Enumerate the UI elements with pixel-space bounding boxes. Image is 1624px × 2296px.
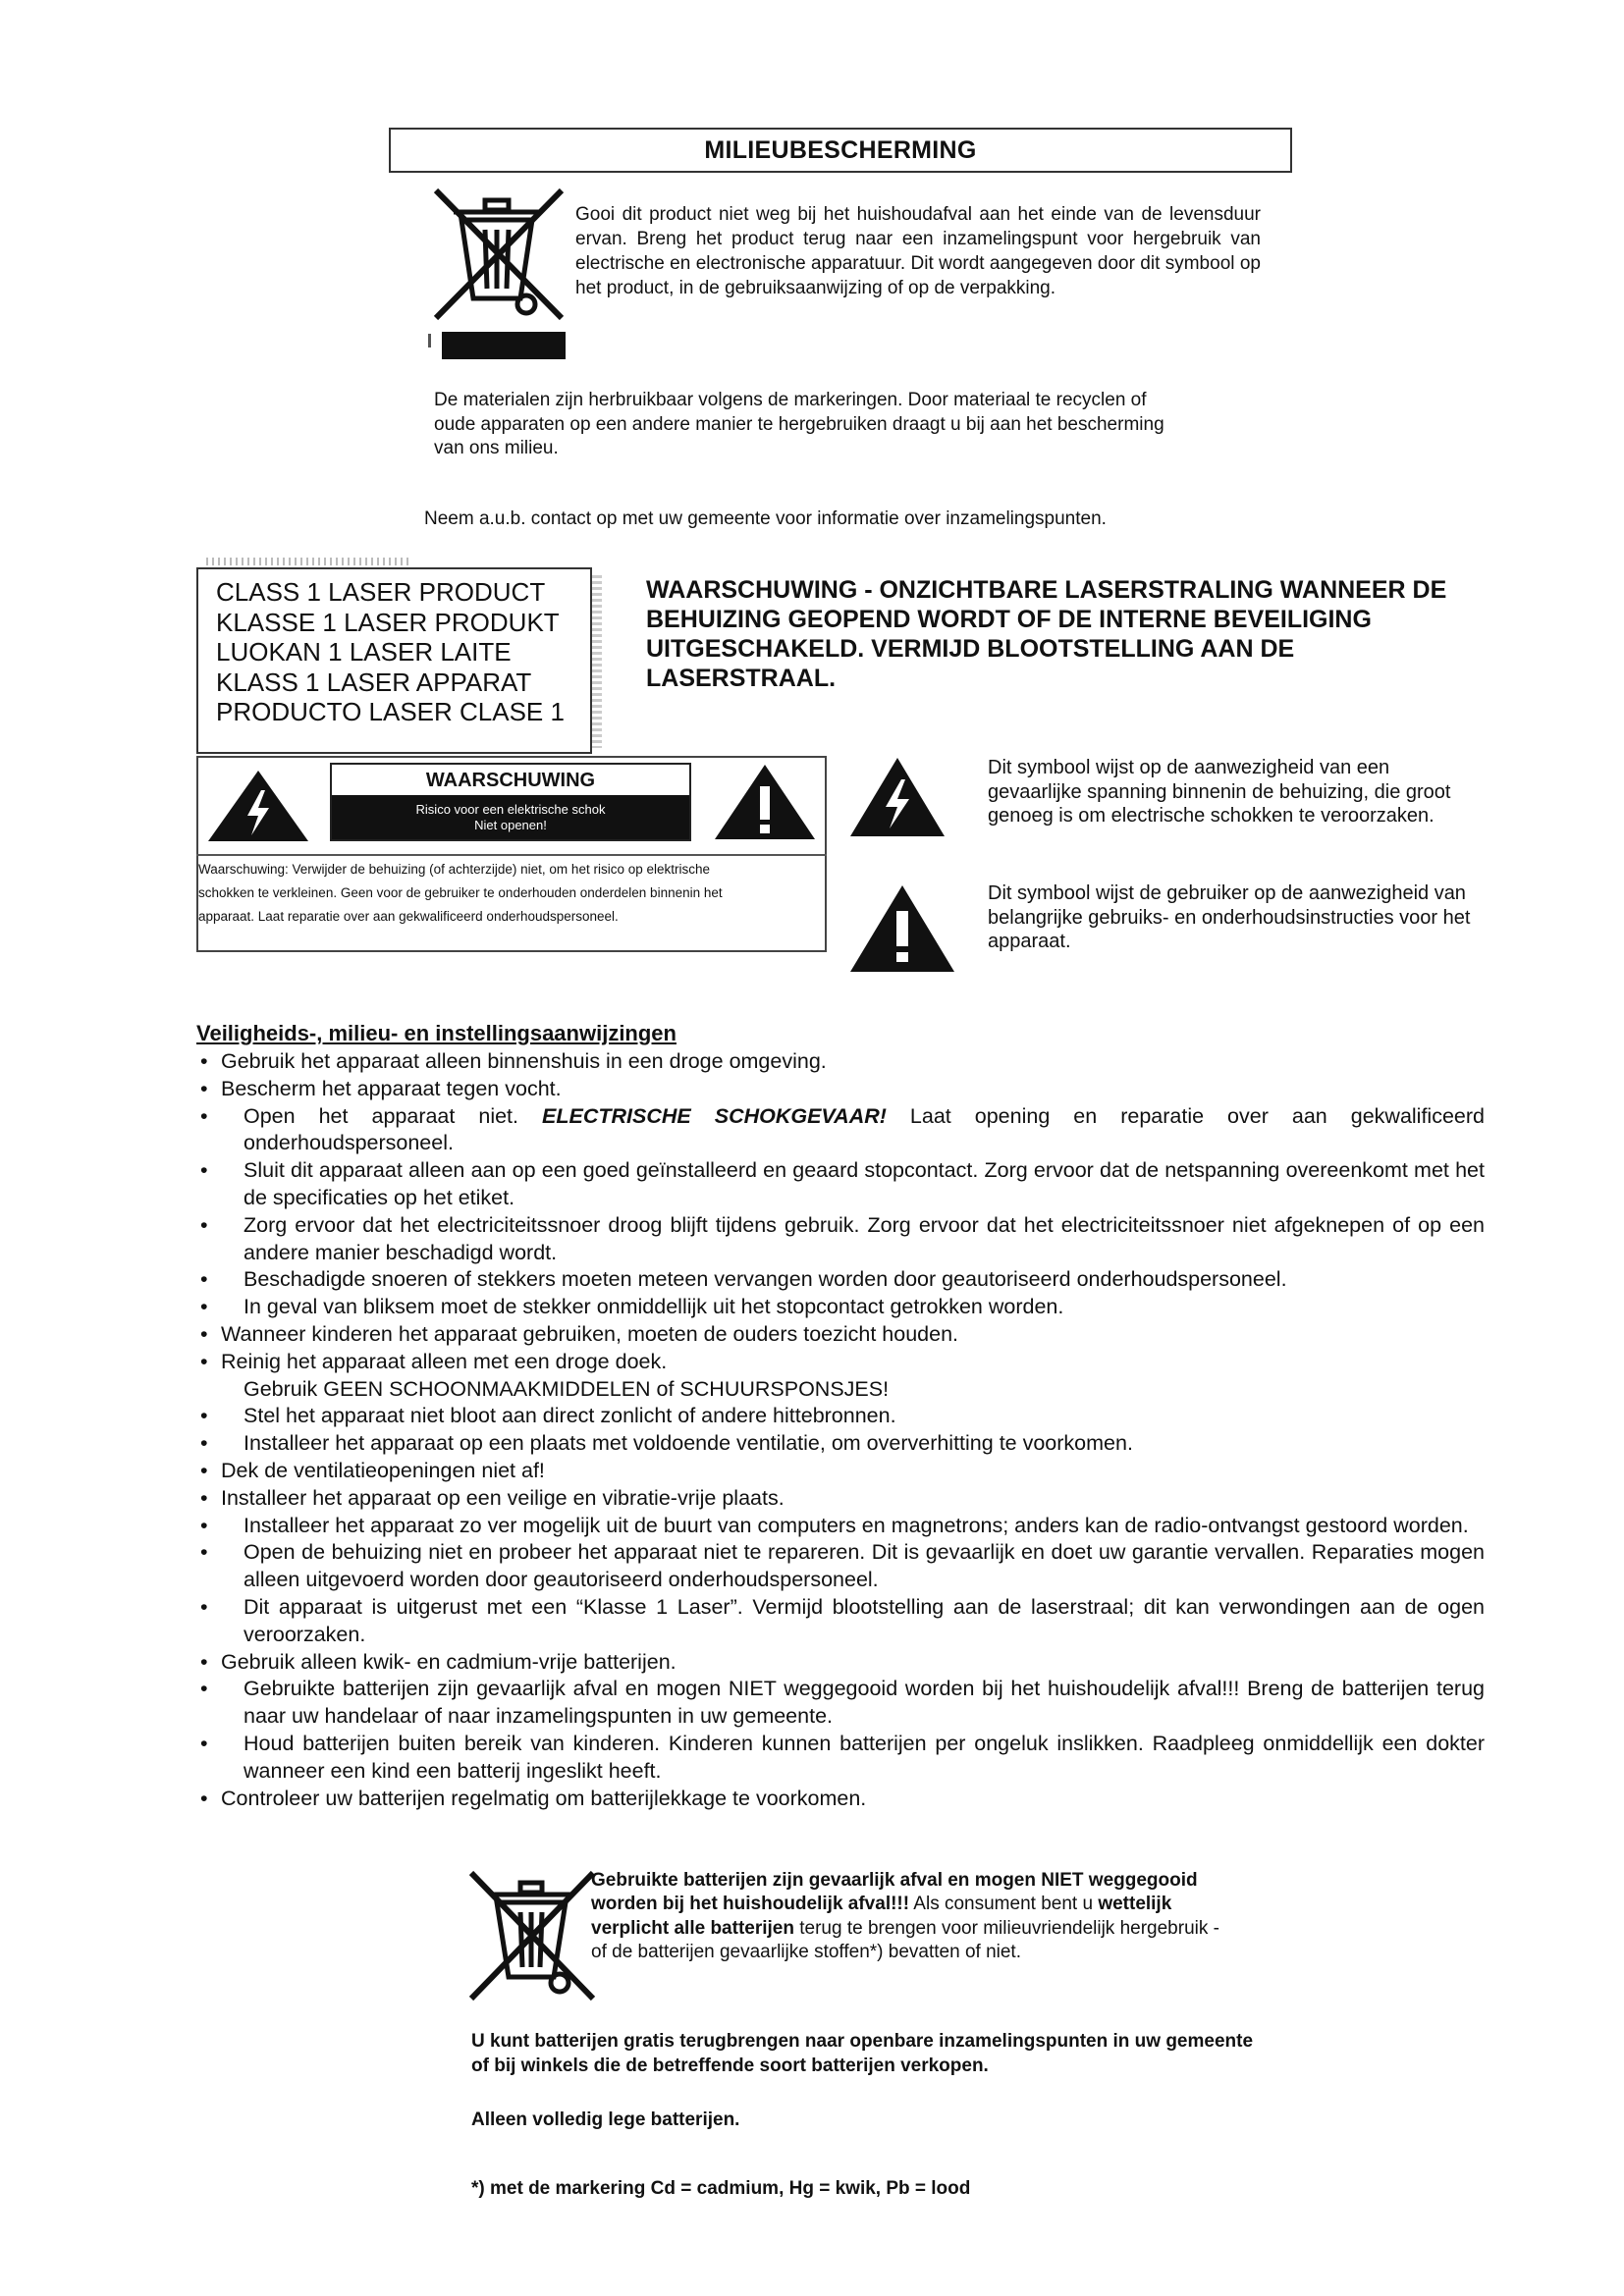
list-item-text (196, 1103, 1485, 1158)
laser-label-shadow-right (592, 575, 602, 748)
crossed-bin-battery-icon (458, 1861, 605, 2008)
bullet: • (200, 1212, 208, 1237)
list-item (196, 1458, 1485, 1485)
list-item-text: Stel het apparaat niet bloot aan direct zonlicht of andere hittebronnen. (244, 1404, 896, 1428)
lightning-symbol-description: Dit symbool wijst op de aanwezigheid van een gevaarlijke spanning binnenin de behuizing, die groot genoeg is om electrische schokken te veroorzaken. (988, 757, 1451, 827)
list-item (196, 1430, 1485, 1458)
bullet: • (200, 1786, 208, 1810)
list-item-text: Bescherm het apparaat tegen vocht. (221, 1076, 562, 1100)
bullet: • (200, 1677, 208, 1701)
bullet: • (200, 1458, 208, 1482)
warning-banner-line-2: Niet openen! (474, 817, 547, 832)
bullet: • (200, 1049, 208, 1073)
list-item (196, 1649, 1485, 1677)
exclamation-symbol-description: Dit symbool wijst de gebruiker op de aanwezigheid van belangrijke gebruiks- en onderhoudsinstructies voor het apparaat. (988, 882, 1471, 952)
battery-normal-2: terug te brengen voor milieuvriendelijk hergebruik - of de batterijen gevaarlijke stoffen*) bevatten of niet. (591, 1917, 1219, 1962)
warning-banner-line-1: Risico voor een elektrische schok (415, 801, 606, 817)
warning-small-line-1: Waarschuwing: Verwijder de behuizing (of achterzijde) niet, om het risico op elektrische (198, 862, 710, 877)
battery-normal-1: Als consument bent u (909, 1894, 1099, 1915)
list-item-text: Installeer het apparaat op een plaats met voldoende ventilatie, om oververhitting te voorkomen. (244, 1431, 1133, 1456)
list-item (196, 1321, 1485, 1349)
laser-class-label (196, 567, 592, 754)
weee-black-bar (442, 332, 566, 359)
bullet: • (200, 1731, 208, 1755)
list-item-text: Controleer uw batterijen regelmatig om batterijlekkage te voorkomen. (221, 1786, 867, 1810)
bullet: • (200, 1540, 208, 1565)
weee-tick-mark (428, 334, 431, 347)
crossed-bin-icon (424, 181, 571, 328)
list-item (196, 1266, 1485, 1294)
warning-title: WAARSCHUWING (425, 769, 596, 791)
battery-empty-only: Alleen volledig lege batterijen. (471, 2109, 740, 2130)
laser-line-1: CLASS 1 LASER PRODUCT (216, 577, 546, 607)
list-item-text-part: Laat opening en reparatie over aan gekwalificeerd onderhoudspersoneel. (244, 1103, 1485, 1155)
list-item-text: Dit apparaat is uitgerust met een “Klasse 1 Laser”. Vermijd blootstelling aan de laserstraal; dit kan verwondingen aan de ogen veroorzaken. (244, 1594, 1485, 1646)
list-item (196, 1513, 1485, 1540)
list-item (196, 1676, 1485, 1731)
bullet: • (200, 1076, 208, 1100)
environment-paragraph-3: Neem a.u.b. contact op met uw gemeente voor informatie over inzamelingspunten. (424, 508, 1107, 529)
list-item-text: Open de behuizing niet en probeer het apparaat niet te repareren. Dit is gevaarlijk en doet uw garantie vervallen. Reparaties mogen alleen uitgevoerd worden door geautoriseerd onderhoudspersoneel. (244, 1540, 1485, 1592)
bullet: • (200, 1485, 208, 1510)
bullet: • (200, 1431, 208, 1456)
environment-paragraph-2: De materialen zijn herbruikbaar volgens de markeringen. Door materiaal te recyclen of oude apparaten op een andere manier te hergebruiken draagt u bij aan het bescherming van ons milieu. (434, 390, 1164, 458)
shock-hazard-emphasis: ELECTRISCHE SCHOKGEVAAR! (542, 1103, 887, 1128)
list-item-text: Dek de ventilatieopeningen niet af! (221, 1458, 545, 1482)
list-item-text-part: Open het apparaat niet. (244, 1103, 543, 1128)
laser-line-5: PRODUCTO LASER CLASE 1 (216, 697, 565, 726)
warning-small-line-2: schokken te verkleinen. Geen voor de gebruiker te onderhouden onderdelen binnenin het (198, 885, 723, 900)
list-item-text: Sluit dit apparaat alleen aan op een goed geïnstalleerd en geaard stopcontact. Zorg ervoor dat de netspanning overeenkomt met het de specificaties op het etiket. (244, 1158, 1485, 1209)
bullet: • (200, 1267, 208, 1292)
safety-list (196, 1048, 1485, 1812)
bullet: • (200, 1349, 208, 1373)
list-item (196, 1103, 1485, 1158)
list-item-text: In geval van bliksem moet de stekker onmiddellijk uit het stopcontact getrokken worden. (244, 1295, 1064, 1319)
list-item (196, 1048, 1485, 1076)
safety-heading: Veiligheids-, milieu- en instellingsaanwijzingen (196, 1021, 677, 1045)
warning-panel-separator (196, 854, 827, 856)
list-item (196, 1786, 1485, 1813)
list-item (196, 1403, 1485, 1430)
lightning-symbol-icon (848, 756, 947, 838)
list-item-text: Gebruik alleen kwik- en cadmium-vrije batterijen. (221, 1649, 677, 1674)
warning-small-line-3: apparaat. Laat reparatie over aan gekwalificeerd onderhoudspersoneel. (198, 909, 619, 924)
list-item-text: Beschadigde snoeren of stekkers moeten meteen vervangen worden door geautoriseerd onderhoudspersoneel. (244, 1267, 1287, 1292)
environment-paragraph-1: Gooi dit product niet weg bij het huishoudafval aan het einde van de levensduur ervan. Breng het product terug naar een inzamelingspunt voor hergebruik van electrische en electronische apparatuur. Dit wordt aangegeven door dit symbool op het product, in de gebruiksaanwijzing of op de verpakking. (575, 204, 1261, 298)
bullet: • (200, 1158, 208, 1183)
list-item (196, 1212, 1485, 1267)
bullet: • (200, 1295, 208, 1319)
list-item (196, 1157, 1485, 1212)
laser-warning-text: WAARSCHUWING - ONZICHTBARE LASERSTRALING WANNEER DE BEHUIZING GEOPEND WORDT OF DE INTERNE BEVEILIGING UITGESCHAKELD. VERMIJD BLOOTSTELLING AAN DE LASERSTRAAL. (646, 576, 1447, 692)
bullet: • (200, 1594, 208, 1619)
laser-label-shadow-top (206, 558, 412, 565)
bullet: • (200, 1321, 208, 1346)
list-item (196, 1294, 1485, 1321)
battery-bold-2: wettelijk verplicht alle batterijen (591, 1894, 1172, 1939)
list-item (196, 1349, 1485, 1376)
list-item-text: Zorg ervoor dat het electriciteitssnoer droog blijft tijdens gebruik. Zorg ervoor dat het electriciteitssnoer niet afgeknepen of op een andere manier beschadigd wordt. (244, 1212, 1485, 1264)
laser-line-2: KLASSE 1 LASER PRODUKT (216, 607, 560, 637)
list-item (196, 1376, 1485, 1404)
warning-black-banner (332, 795, 689, 839)
list-item-text: Installeer het apparaat op een veilige en vibratie-vrije plaats. (221, 1485, 785, 1510)
list-item-text: Wanneer kinderen het apparaat gebruiken, moeten de ouders toezicht houden. (221, 1321, 959, 1346)
battery-footnote: *) met de markering Cd = cadmium, Hg = kwik, Pb = lood (471, 2178, 971, 2199)
battery-return-text: U kunt batterijen gratis terugbrengen naar openbare inzamelingspunten in uw gemeente of bij winkels die de betreffende soort batterijen verkopen. (471, 2031, 1254, 2076)
list-item (196, 1539, 1485, 1594)
bullet: • (200, 1103, 208, 1128)
laser-line-3: LUOKAN 1 LASER LAITE (216, 637, 512, 667)
bullet: • (200, 1404, 208, 1428)
environment-title: MILIEUBESCHERMING (704, 135, 977, 164)
list-item-text: Gebruik het apparaat alleen binnenshuis in een droge omgeving. (221, 1049, 827, 1073)
bullet: • (200, 1649, 208, 1674)
list-item-text: Gebruikte batterijen zijn gevaarlijk afval en mogen NIET weggegooid worden bij het huishoudelijk afval!!! Breng de batterijen terug naar uw handelaar of naar inzamelingspunten in uw gemeente. (244, 1677, 1485, 1729)
list-item-text: Gebruik GEEN SCHOONMAAKMIDDELEN of SCHUURSPONSJES! (244, 1376, 890, 1401)
battery-bold-1: Gebruikte batterijen zijn gevaarlijk afval en mogen NIET weggegooid worden bij het huishoudelijk afval!!! (591, 1870, 1198, 1915)
warning-small-text (198, 858, 823, 929)
bullet: • (200, 1513, 208, 1537)
laser-line-4: KLASS 1 LASER APPARAT (216, 667, 532, 697)
exclamation-warning-icon (713, 763, 817, 841)
list-item (196, 1731, 1485, 1786)
list-item-text: Reinig het apparaat alleen met een droge doek. (221, 1349, 668, 1373)
battery-disposal-text (591, 1869, 1229, 1964)
exclamation-symbol-icon (848, 883, 956, 974)
lightning-warning-icon (206, 769, 310, 843)
environment-title-box (389, 128, 1292, 173)
list-item (196, 1076, 1485, 1103)
list-item-text: Houd batterijen buiten bereik van kinderen. Kinderen kunnen batterijen per ongeluk inslikken. Raadpleeg onmiddellijk een dokter wanneer een kind een batterij ingeslikt heeft. (244, 1731, 1485, 1783)
list-item-text: Installeer het apparaat zo ver mogelijk uit de buurt van computers en magnetrons; anders kan de radio-ontvangst gestoord worden. (244, 1513, 1469, 1537)
list-item (196, 1485, 1485, 1513)
list-item (196, 1594, 1485, 1649)
